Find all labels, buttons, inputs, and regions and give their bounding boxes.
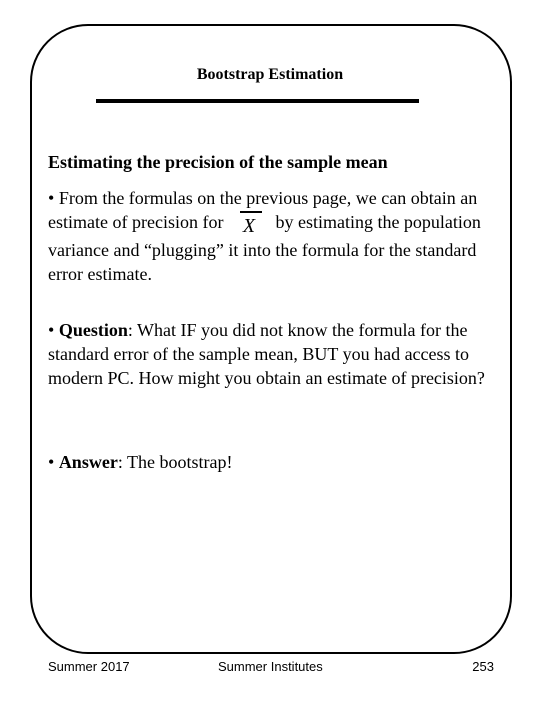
answer-keyword: Answer: [58, 452, 118, 472]
x-bar-letter: X: [242, 215, 256, 237]
bullet-marker: •: [48, 320, 55, 340]
footer-date: Summer 2017: [48, 659, 130, 674]
title-underline-rule: [96, 99, 419, 103]
footer-institute: Summer Institutes: [218, 659, 323, 674]
bullet-question: [48, 318, 498, 390]
slide-subheading: Estimating the precision of the sample mean: [48, 152, 388, 172]
slide-title: Bootstrap Estimation: [196, 66, 344, 83]
answer-text: : The bootstrap!: [117, 452, 233, 472]
bullet-answer: [48, 450, 498, 474]
page-number: 253: [472, 659, 494, 674]
x-bar-overline: [240, 211, 262, 213]
bullet1-text-before: From the formulas on the previous page, we can obtain an estimate of precision for: [48, 188, 478, 232]
question-keyword: Question: [58, 320, 128, 340]
bullet-marker: •: [48, 452, 55, 472]
question-text: : What IF you did not know the formula for the standard error of the sample mean, BUT you had access to modern PC. How might you obtain an estimate of precision?: [48, 320, 485, 388]
bullet-marker: •: [48, 188, 55, 208]
bullet-plug-in-estimate: [48, 186, 498, 286]
bullet1-text-after: by estimating the population variance and “plugging” it into the formula for the standard error estimate.: [48, 212, 481, 284]
x-bar-symbol: [230, 214, 268, 238]
